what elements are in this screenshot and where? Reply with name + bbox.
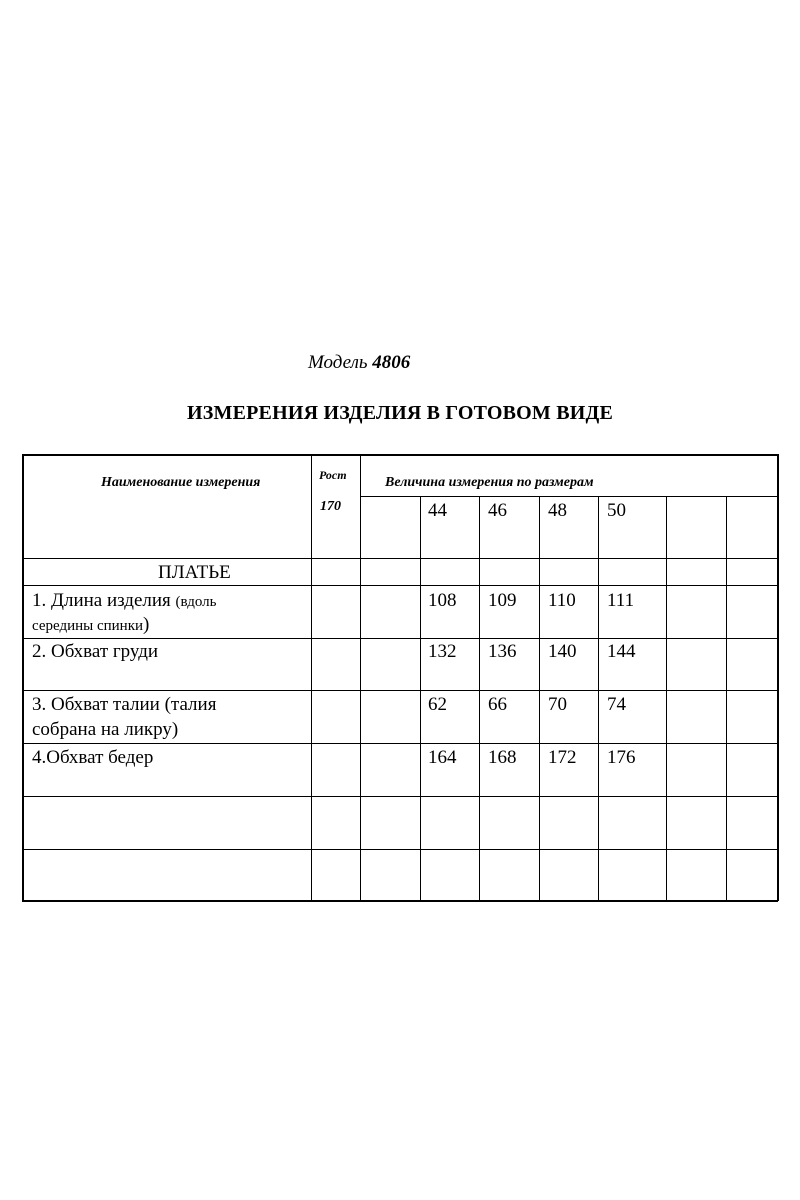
table-row-name-cont: собрана на ликру): [32, 719, 179, 740]
table-cell-value: 70: [548, 694, 567, 715]
size-header: 44: [428, 500, 447, 521]
row-name-note: (вдоль: [175, 594, 217, 610]
table-cell-value: 110: [548, 590, 576, 611]
table-line-header-bottom: [22, 558, 778, 559]
table-cell-value: 62: [428, 694, 447, 715]
table-col-line-2: [360, 454, 361, 901]
table-col-line-6: [598, 496, 599, 901]
model-number: 4806: [372, 352, 411, 373]
table-cell-value: 164: [428, 747, 457, 768]
table-cell-value: 136: [488, 641, 517, 662]
table-line-section: [22, 585, 778, 586]
table-cell-value: 132: [428, 641, 457, 662]
page-title: ИЗМЕРЕНИЯ ИЗДЕЛИЯ В ГОТОВОМ ВИДЕ: [187, 402, 613, 424]
table-border-right: [777, 454, 779, 901]
table-line-row2: [22, 690, 778, 691]
column-header-name: Наименование измерения: [101, 475, 261, 490]
size-header: 48: [548, 500, 567, 521]
column-header-sizes: Величина измерения по размерам: [385, 475, 594, 490]
column-header-height: Рост: [319, 468, 347, 482]
table-col-line-7: [666, 496, 667, 901]
table-col-line-5: [539, 496, 540, 901]
table-line-row5: [22, 849, 778, 850]
table-cell-value: 108: [428, 590, 457, 611]
table-cell-value: 66: [488, 694, 507, 715]
table-cell-value: 176: [607, 747, 636, 768]
table-line-header-inner: [360, 496, 778, 497]
table-cell-value: 172: [548, 747, 577, 768]
size-header: 50: [607, 500, 626, 521]
table-cell-value: 74: [607, 694, 626, 715]
table-col-line-1: [311, 454, 312, 901]
table-row-name: 4.Обхват бедер: [32, 747, 154, 768]
table-line-row3: [22, 743, 778, 744]
table-col-line-4: [479, 496, 480, 901]
table-row-name-cont: [32, 614, 149, 636]
table-line-row4: [22, 796, 778, 797]
section-label: ПЛАТЬЕ: [158, 562, 231, 583]
table-cell-value: 109: [488, 590, 517, 611]
table-border-top: [22, 454, 778, 456]
table-cell-value: 168: [488, 747, 517, 768]
table-col-line-3: [420, 496, 421, 901]
table-line-row1: [22, 638, 778, 639]
table-col-line-8: [726, 496, 727, 901]
height-value: 170: [320, 499, 341, 514]
size-header: 46: [488, 500, 507, 521]
row-name-text: 1. Длина изделия: [32, 590, 171, 611]
table-row-name: 2. Обхват груди: [32, 641, 159, 662]
row-name-note-end: ): [143, 614, 150, 635]
table-row-name: [32, 590, 217, 612]
table-border-left: [22, 454, 24, 901]
table-cell-value: 111: [607, 590, 635, 611]
table-cell-value: 140: [548, 641, 577, 662]
table-row-name: 3. Обхват талии (талия: [32, 694, 217, 715]
table-border-bottom: [22, 900, 778, 902]
model-label-text: Модель: [308, 352, 368, 373]
table-cell-value: 144: [607, 641, 636, 662]
row-name-note-2: середины спинки: [32, 618, 144, 634]
